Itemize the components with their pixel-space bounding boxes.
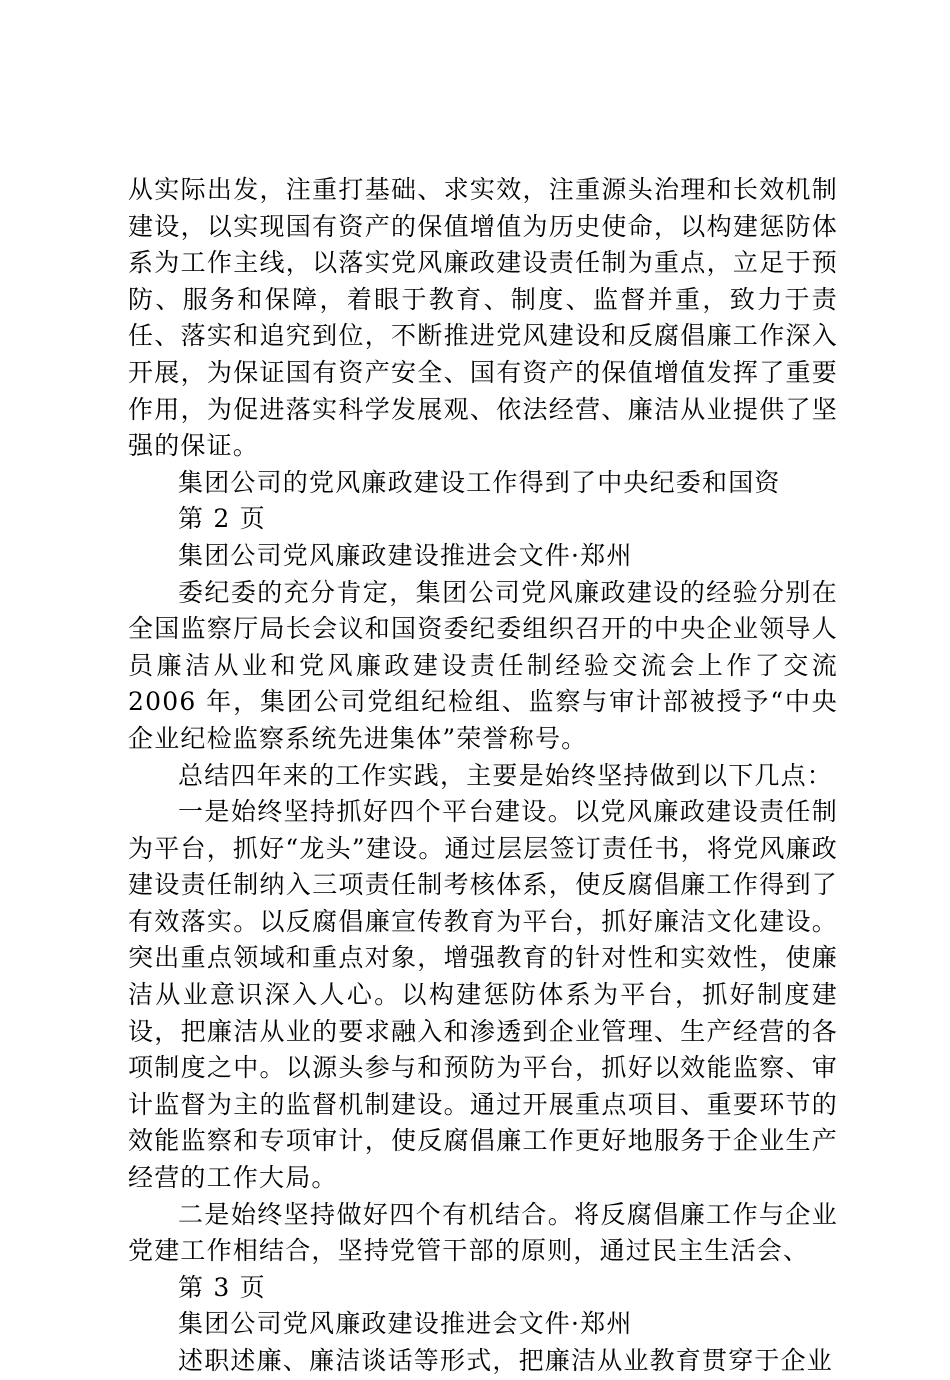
paragraph-point-two-continued: 述职述廉、廉洁谈话等形式，把廉洁从业教育贯穿于企业 [178, 1346, 834, 1375]
paragraph-continuation: 从实际出发，注重打基础、求实效，注重源头治理和长效机制建设，以实现国有资产的保值增值为历史使命，以构建惩防体系为工作主线，以落实党风廉政建设责任制为重点，立足于预防、服务和保障，着眼于教育、制度、监督并重，致力于责任、落实和追究到位，不断推进党风建设和反腐倡廉工作深入开展，为保证国有资产安全、国有资产的保值增值发挥了重要作用，为促进落实科学发展观、依法经营、廉洁从业提供了坚强的保证。 [128, 175, 838, 461]
paragraph-point-one: 一是始终坚持抓好四个平台建设。以党风廉政建设责任制为平台，抓好“龙头”建设。通过层层签订责任书，将党风廉政建设责任制纳入三项责任制考核体系，使反腐倡廉工作得到了有效落实。以反腐倡廉宣传教育为平台，抓好廉洁文化建设。突出重点领域和重点对象，增强教育的针对性和实效性，使廉洁从业意识深入人心。以构建惩防体系为平台，抓好制度建设，把廉洁从业的要求融入和渗透到企业管理、生产经营的各项制度之中。以源头参与和预防为平台，抓好以效能监察、审计监督为主的监督机制建设。通过开展重点项目、重要环节的效能监察和专项审计，使反腐倡廉工作更好地服务于企业生产经营的工作大局。 [128, 797, 838, 1193]
paragraph-point-two: 二是始终坚持做好四个有机结合。将反腐倡廉工作与企业党建工作相结合，坚持党管干部的原则，通过民主生活会、 [128, 1199, 838, 1266]
page-number-2: 第 2 页 [178, 504, 266, 534]
paragraph-summary-intro: 总结四年来的工作实践，主要是始终坚持做到以下几点： [178, 760, 834, 790]
paragraph-recognition-start: 集团公司的党风廉政建设工作得到了中央纪委和国资 [178, 467, 781, 497]
running-header-page-3: 集团公司党风廉政建设推进会文件·郑州 [178, 1309, 633, 1339]
running-header-page-2: 集团公司党风廉政建设推进会文件·郑州 [178, 540, 633, 570]
page-number-3: 第 3 页 [178, 1272, 266, 1302]
paragraph-recognition-continued: 委纪委的充分肯定，集团公司党风廉政建设的经验分别在全国监察厅局长会议和国资委纪委组织召开的中央企业领导人员廉洁从业和党风廉政建设责任制经验交流会上作了交流2006 年，集团公司党组纪检组、监察与审计部被授予“中央企业纪检监察系统先进集体”荣誉称号。 [128, 577, 838, 753]
document-body [128, 172, 838, 1380]
